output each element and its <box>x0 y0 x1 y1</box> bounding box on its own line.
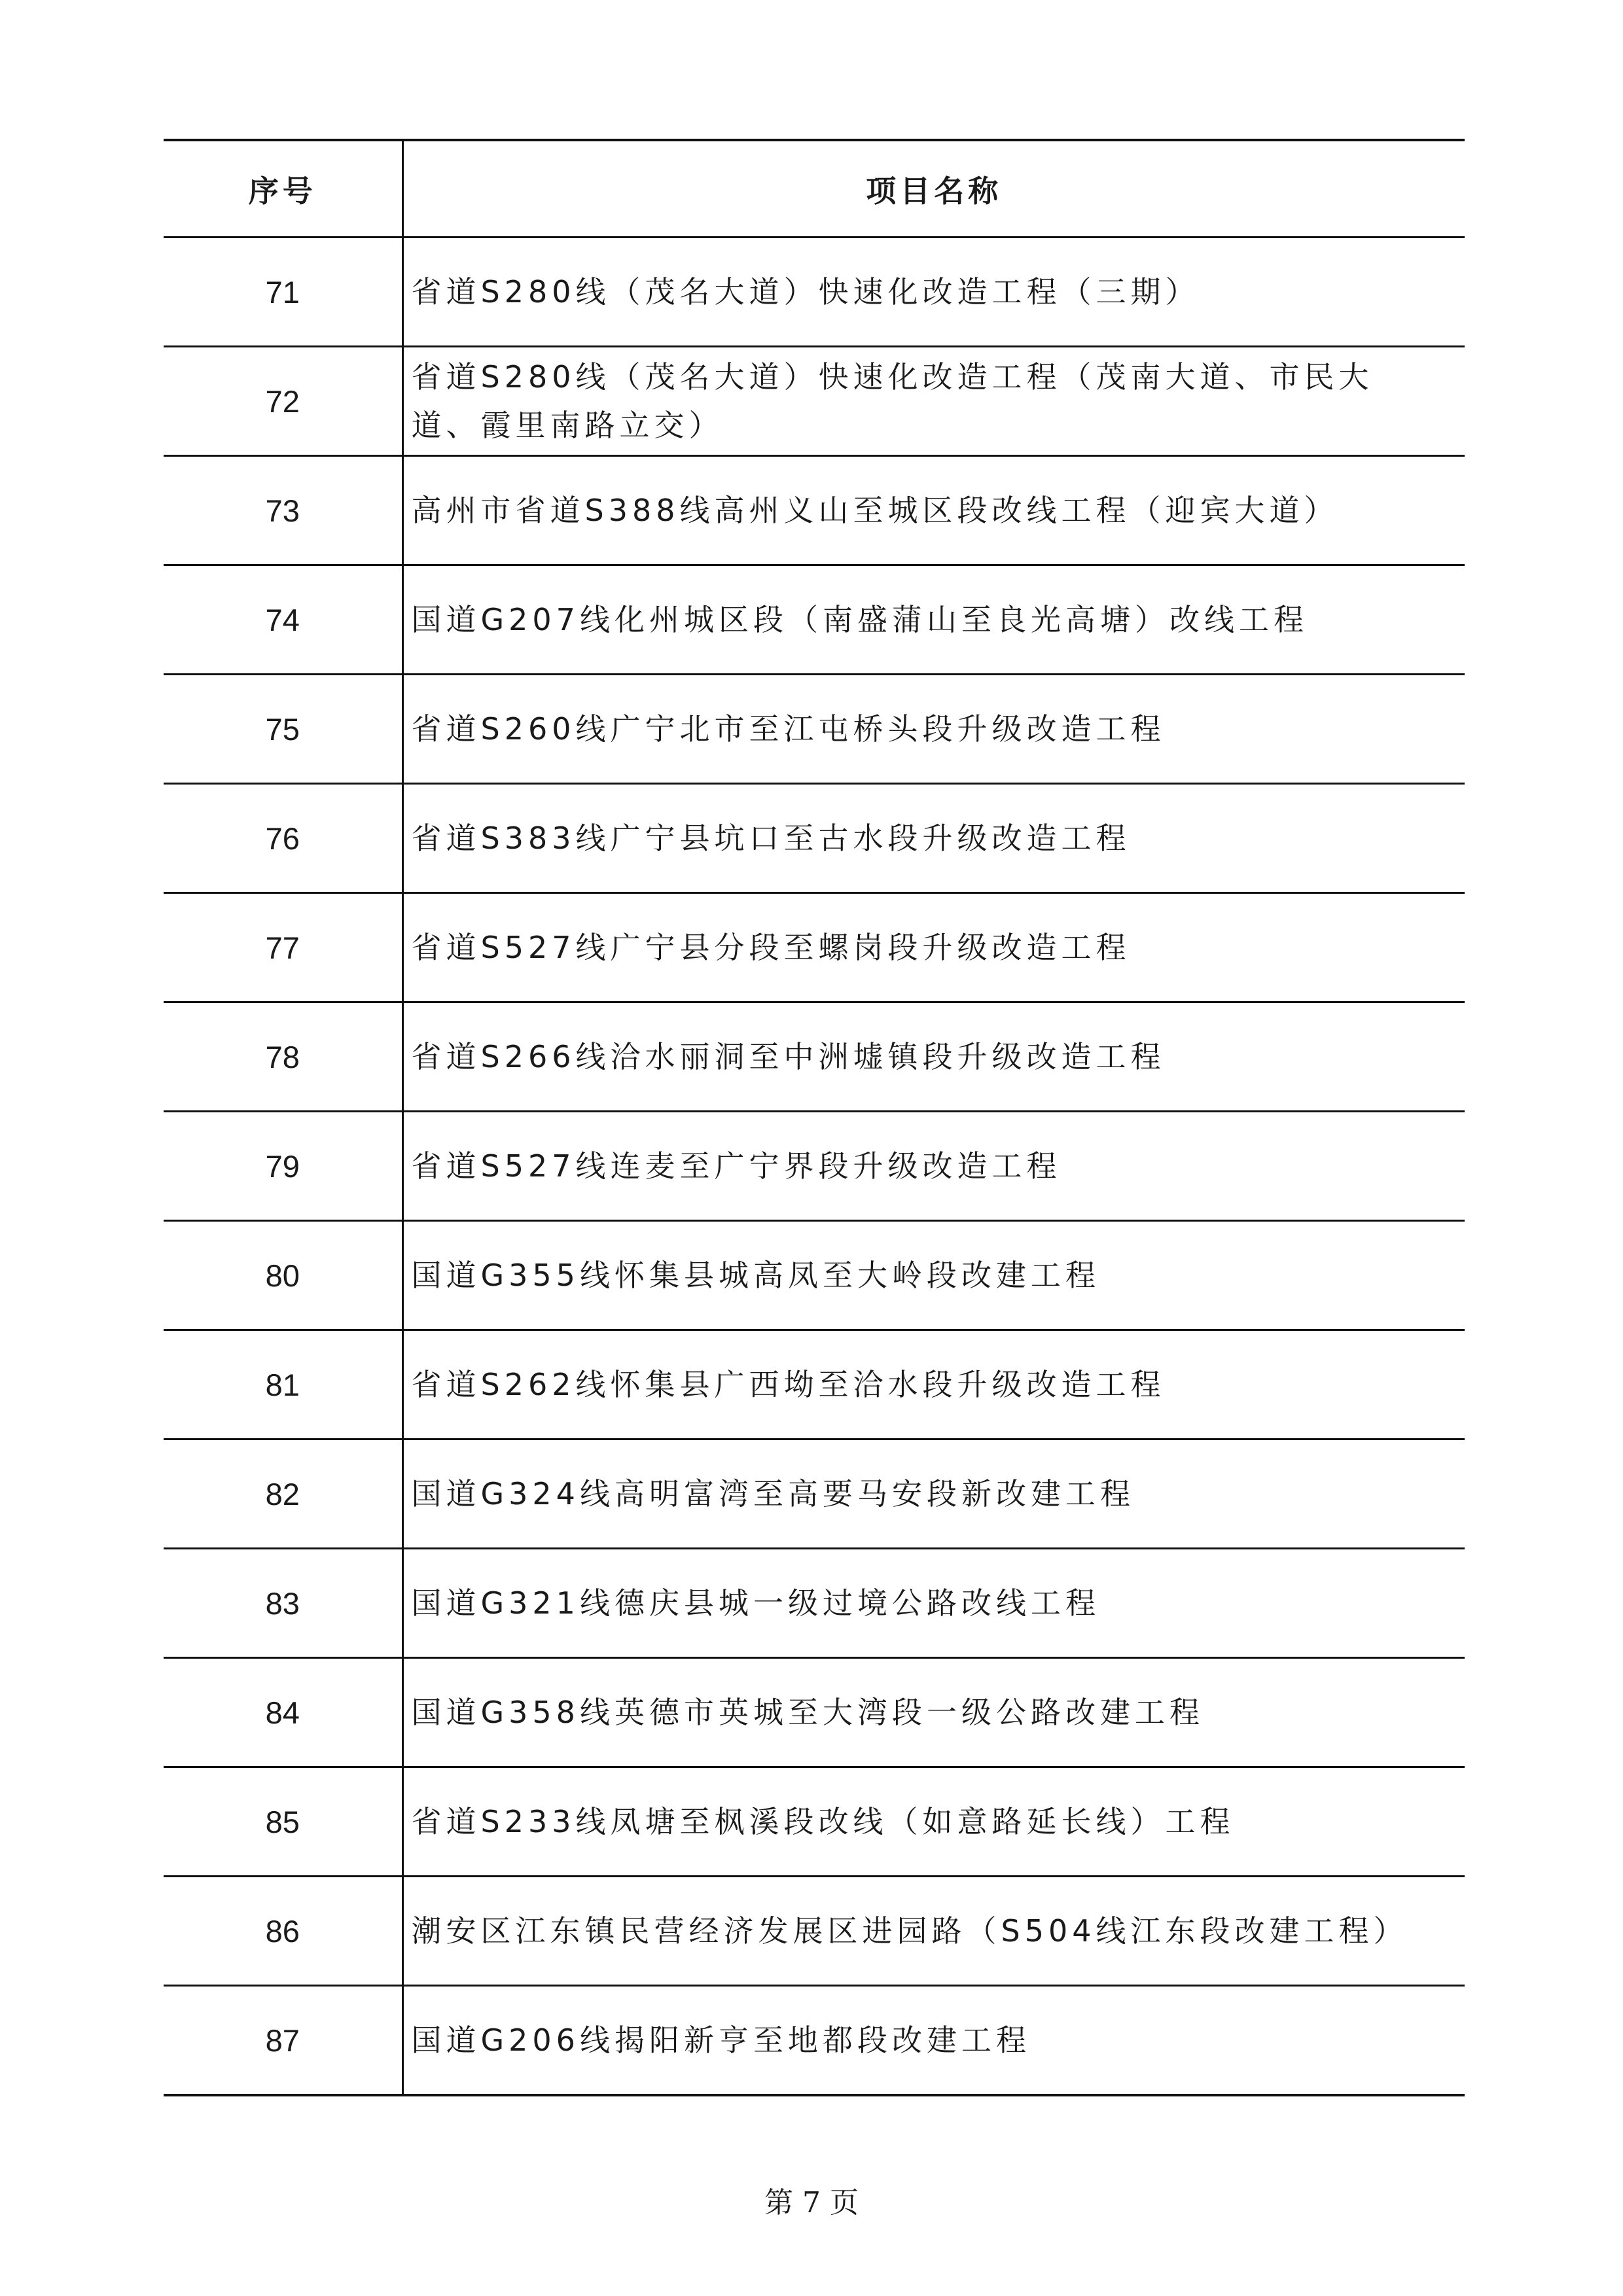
row-index: 81 <box>164 1330 402 1439</box>
table-row <box>164 347 1465 456</box>
table-row <box>164 1221 1465 1330</box>
table-row <box>164 1112 1465 1221</box>
row-project-name: 省道S260线广宁北市至江屯桥头段升级改造工程 <box>411 711 1166 747</box>
row-project-name: 省道S527线连麦至广宁界段升级改造工程 <box>411 1148 1061 1184</box>
table-body <box>164 238 1465 2096</box>
row-index: 82 <box>164 1439 402 1549</box>
row-project-name: 国道G355线怀集县城高凤至大岭段改建工程 <box>411 1258 1100 1293</box>
project-table-container <box>164 139 1465 2096</box>
table-row <box>164 238 1465 347</box>
row-project-name: 省道S262线怀集县广西坳至洽水段升级改造工程 <box>411 1367 1166 1402</box>
project-table <box>164 139 1465 2096</box>
row-index: 76 <box>164 784 402 893</box>
row-index: 87 <box>164 1986 402 2096</box>
table-row <box>164 675 1465 784</box>
row-index: 72 <box>164 347 402 456</box>
row-project-name: 高州市省道S388线高州义山至城区段改线工程（迎宾大道） <box>411 493 1339 528</box>
row-index: 86 <box>164 1877 402 1986</box>
row-project-name: 国道G207线化州城区段（南盛蒲山至良光高塘）改线工程 <box>411 602 1308 637</box>
row-index: 83 <box>164 1549 402 1658</box>
table-row <box>164 1439 1465 1549</box>
row-index: 73 <box>164 456 402 565</box>
table-row <box>164 1549 1465 1658</box>
row-project-name: 国道G358线英德市英城至大湾段一级公路改建工程 <box>411 1695 1204 1730</box>
row-project-name: 省道S527线广宁县分段至螺岗段升级改造工程 <box>411 930 1131 965</box>
row-index: 74 <box>164 565 402 675</box>
row-project-name: 省道S266线洽水丽洞至中洲墟镇段升级改造工程 <box>411 1039 1166 1074</box>
row-index: 78 <box>164 1002 402 1112</box>
page-number: 第 7 页 <box>764 2186 859 2219</box>
row-index: 79 <box>164 1112 402 1221</box>
row-project-name: 国道G321线德庆县城一级过境公路改线工程 <box>411 1585 1100 1621</box>
row-index: 80 <box>164 1221 402 1330</box>
table-row <box>164 456 1465 565</box>
table-header-row <box>164 140 1465 238</box>
row-project-name: 省道S383线广宁县坑口至古水段升级改造工程 <box>411 821 1131 856</box>
row-index: 71 <box>164 238 402 347</box>
table-row <box>164 893 1465 1002</box>
row-project-name: 潮安区江东镇民营经济发展区进园路（S504线江东段改建工程） <box>411 1913 1408 1949</box>
table-row <box>164 1330 1465 1439</box>
row-index: 77 <box>164 893 402 1002</box>
table-row <box>164 784 1465 893</box>
table-row <box>164 1658 1465 1767</box>
row-index: 85 <box>164 1767 402 1877</box>
row-project-name: 省道S280线（茂名大道）快速化改造工程（三期） <box>411 274 1200 309</box>
table-row <box>164 1986 1465 2096</box>
row-project-name: 省道S280线（茂名大道）快速化改造工程（茂南大道、市民大道、霞里南路立交） <box>411 359 1374 443</box>
row-project-name: 国道G324线高明富湾至高要马安段新改建工程 <box>411 1476 1135 1511</box>
header-name: 项目名称 <box>866 173 1003 209</box>
row-index: 84 <box>164 1658 402 1767</box>
header-index: 序号 <box>164 140 402 238</box>
table-row <box>164 565 1465 675</box>
row-project-name: 国道G206线揭阳新亨至地都段改建工程 <box>411 2022 1031 2058</box>
table-row <box>164 1002 1465 1112</box>
row-project-name: 省道S233线凤塘至枫溪段改线（如意路延长线）工程 <box>411 1804 1235 1839</box>
table-row <box>164 1767 1465 1877</box>
row-index: 75 <box>164 675 402 784</box>
table-row <box>164 1877 1465 1986</box>
